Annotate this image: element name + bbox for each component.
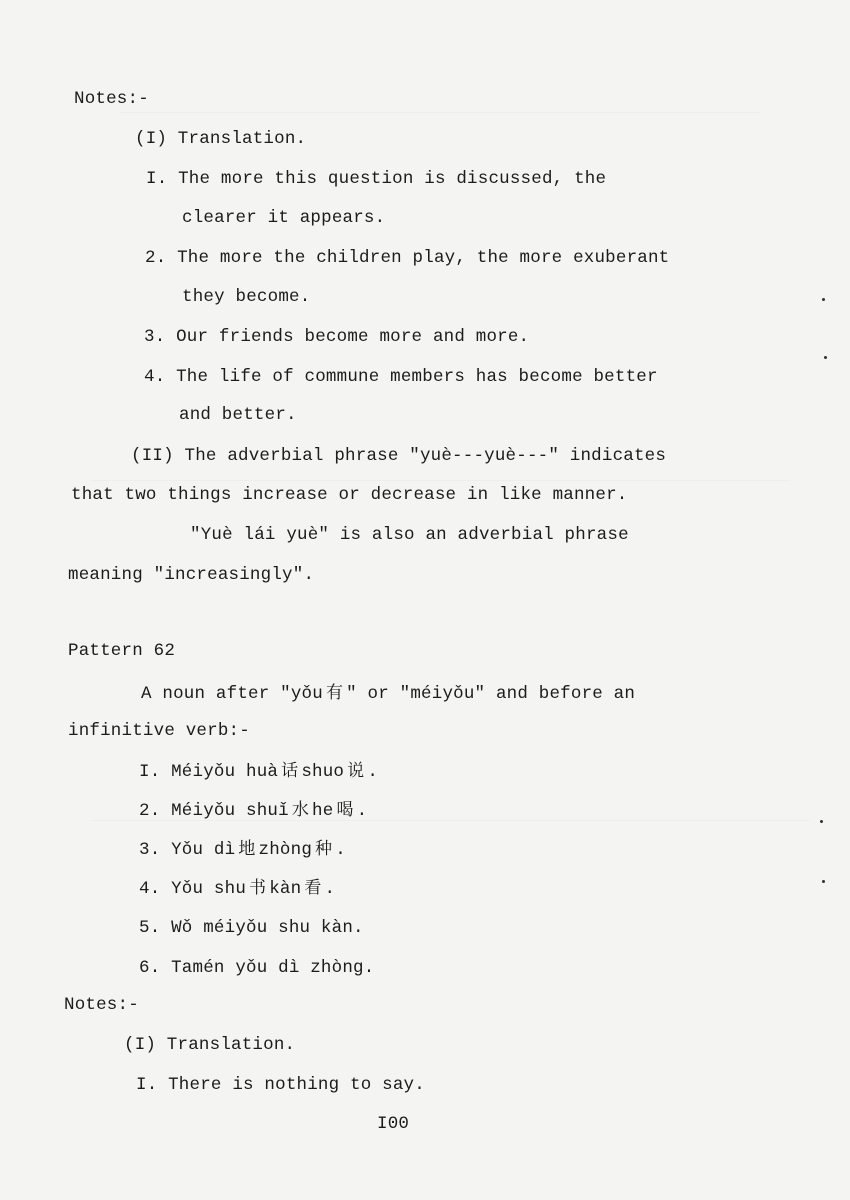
adverbial-paragraph-line-1: (II) The adverbial phrase "yuè---yuè---" indicates (131, 446, 667, 466)
translation-item-3: 3. Our friends become more and more. (144, 327, 530, 347)
notes-heading: Notes:- (74, 89, 149, 109)
translation-item-1-cont: clearer it appears. (182, 208, 386, 228)
example-text: I. Méiyǒu huà (139, 762, 279, 782)
scan-speck (822, 298, 825, 301)
adverbial-paragraph-line-4: meaning "increasingly". (68, 565, 315, 585)
example-text: shuo (301, 762, 345, 782)
example-text: kàn (269, 879, 302, 899)
example-text: 4. Yǒu shu (139, 879, 247, 899)
chinese-character: 种 (315, 839, 333, 859)
translation-item-1-second: I. There is nothing to say. (136, 1075, 425, 1095)
pattern-text: " or "méiyǒu" and before an (346, 684, 636, 704)
scan-speck (820, 820, 823, 823)
translation-item-4: 4. The life of commune members has become better (144, 367, 658, 387)
pattern-description-line-1 (141, 682, 635, 705)
chinese-character: 看 (304, 878, 322, 898)
chinese-character: 话 (281, 761, 299, 781)
example-3 (139, 838, 346, 861)
example-4 (139, 877, 335, 900)
chinese-character: 水 (291, 800, 310, 820)
example-6: 6. Tamén yǒu dì zhòng. (139, 958, 375, 978)
chinese-character: 地 (238, 839, 256, 859)
scan-speck (822, 880, 825, 883)
pattern-heading: Pattern 62 (68, 641, 176, 661)
translation-item-2: 2. The more the children play, the more exuberant (145, 248, 670, 268)
chinese-character: 有 (325, 683, 344, 703)
translation-item-2-cont: they become. (182, 287, 311, 307)
example-text: he (312, 801, 334, 821)
example-text: . (335, 840, 346, 860)
example-2 (139, 799, 367, 822)
chinese-character: 说 (347, 761, 365, 781)
example-text: . (324, 879, 336, 899)
adverbial-paragraph-line-2: that two things increase or decrease in like manner. (71, 485, 628, 505)
notes-heading-2: Notes:- (64, 995, 139, 1015)
example-text: . (367, 762, 379, 782)
pattern-text: A noun after "yǒu (141, 684, 323, 704)
example-text: zhòng (258, 840, 313, 860)
adverbial-paragraph-line-3: "Yuè lái yuè" is also an adverbial phrase (190, 525, 629, 545)
example-text: 2. Méiyǒu shuǐ (139, 801, 289, 821)
chinese-character: 喝 (336, 800, 354, 820)
example-5: 5. Wǒ méiyǒu shu kàn. (139, 918, 364, 938)
example-text: 3. Yǒu dì (139, 840, 236, 860)
example-text: . (356, 801, 368, 821)
translation-heading-2: (I) Translation. (124, 1035, 296, 1055)
page-number: I00 (377, 1114, 410, 1134)
scan-speck (824, 356, 827, 359)
bleed-through-mark (90, 480, 790, 481)
translation-item-1: I. The more this question is discussed, the (146, 169, 607, 189)
example-1 (139, 760, 378, 783)
translation-heading: (I) Translation. (135, 129, 307, 149)
pattern-description-line-2: infinitive verb:- (68, 721, 250, 741)
chinese-character: 书 (249, 878, 267, 898)
translation-item-4-cont: and better. (179, 405, 297, 425)
bleed-through-mark (120, 112, 760, 113)
